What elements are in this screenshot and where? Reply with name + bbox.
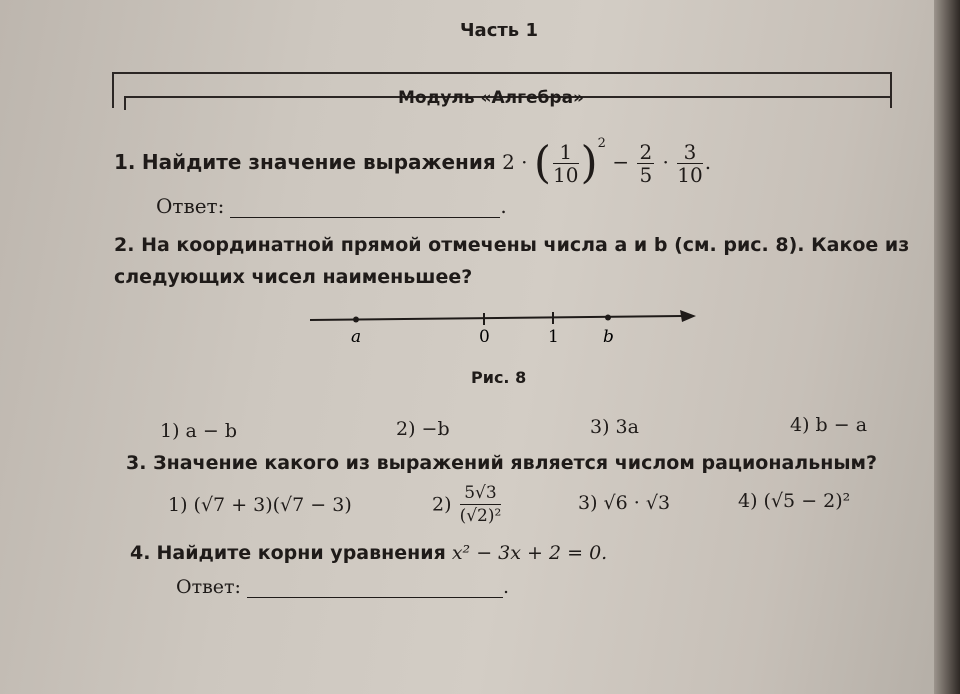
- label-0: 0: [479, 327, 490, 347]
- q1-text: Найдите значение выражения: [141, 150, 496, 174]
- q1-paren-open: (: [533, 137, 552, 189]
- q1-number: 1.: [114, 150, 136, 174]
- number-line-axis: [310, 316, 682, 320]
- q1-fraction-1: [553, 141, 578, 186]
- q1-answer-label: Ответ:: [156, 194, 225, 218]
- q2-option-3[interactable]: 3) 3a: [590, 416, 639, 438]
- label-a: a: [351, 327, 362, 347]
- q3-number: 3.: [126, 452, 147, 474]
- q2-line-2: следующих чисел наименьшее?: [114, 266, 473, 288]
- label-1: 1: [548, 327, 559, 347]
- q3-option-4[interactable]: 4) (√5 − 2)²: [738, 490, 851, 512]
- point-a-dot: [353, 317, 359, 323]
- q1-fraction-2: [637, 141, 654, 186]
- q4-equation: x² − 3x + 2 = 0.: [451, 542, 608, 564]
- q1-frac3-num: 3: [677, 141, 702, 164]
- q1-answer-field[interactable]: [230, 199, 500, 218]
- q1-coef: 2 ·: [502, 150, 528, 174]
- q1-end: .: [704, 150, 712, 174]
- number-line-arrow-icon: [680, 310, 696, 322]
- q4-answer-field[interactable]: [247, 579, 503, 598]
- q2-option-1[interactable]: 1) a − b: [160, 420, 238, 442]
- q3-text: Значение какого из выражений является числом рациональным?: [153, 452, 878, 474]
- q4-answer-end: .: [502, 576, 509, 598]
- q1-minus: −: [612, 150, 630, 174]
- q1-frac3-den: 10: [677, 163, 703, 187]
- module-title: Модуль «Алгебра»: [398, 88, 585, 108]
- q3-opt2-label: 2): [432, 493, 452, 516]
- question-3: [126, 452, 877, 474]
- point-b-dot: [605, 315, 611, 321]
- question-4: [130, 542, 607, 564]
- q4-answer-label: Ответ:: [176, 576, 241, 598]
- q1-frac2-den: 5: [639, 163, 653, 187]
- q1-answer-end: .: [500, 194, 507, 218]
- q3-opt2-fraction: [460, 482, 502, 527]
- q1-frac1-den: 10: [553, 163, 579, 187]
- q1-exponent: 2: [597, 136, 606, 151]
- q3-opt2-den: (√2)²: [459, 506, 502, 526]
- q3-option-1[interactable]: 1) (√7 + 3)(√7 − 3): [168, 494, 352, 516]
- part-title: Часть 1: [460, 20, 538, 41]
- q1-fraction-3: [677, 141, 702, 186]
- q2-line-1: [114, 234, 909, 256]
- q1-frac1-num: 1: [553, 141, 578, 164]
- q4-answer: [176, 576, 509, 598]
- q2-option-4[interactable]: 4) b − a: [790, 414, 868, 436]
- page-edge-shadow: [934, 0, 960, 694]
- q1-dot: ·: [662, 150, 669, 174]
- q1-paren-close: ): [580, 137, 598, 189]
- figure-caption: Рис. 8: [471, 368, 527, 387]
- q3-opt2-num: 5√3: [460, 482, 502, 505]
- q4-text: Найдите корни уравнения: [156, 542, 446, 564]
- q2-text-1: На координатной прямой отмечены числа a и b (см. рис. 8). Какое из: [141, 234, 910, 256]
- q2-option-2[interactable]: 2) −b: [396, 418, 450, 440]
- q1-answer: [156, 194, 507, 218]
- q4-number: 4.: [130, 542, 151, 564]
- q3-option-2[interactable]: [432, 482, 503, 527]
- q3-option-3[interactable]: 3) √6 · √3: [578, 492, 671, 514]
- question-1: [114, 136, 712, 189]
- number-line-figure: [300, 300, 700, 350]
- label-b: b: [603, 327, 614, 347]
- q2-number: 2.: [114, 234, 135, 256]
- q1-frac2-num: 2: [639, 140, 653, 164]
